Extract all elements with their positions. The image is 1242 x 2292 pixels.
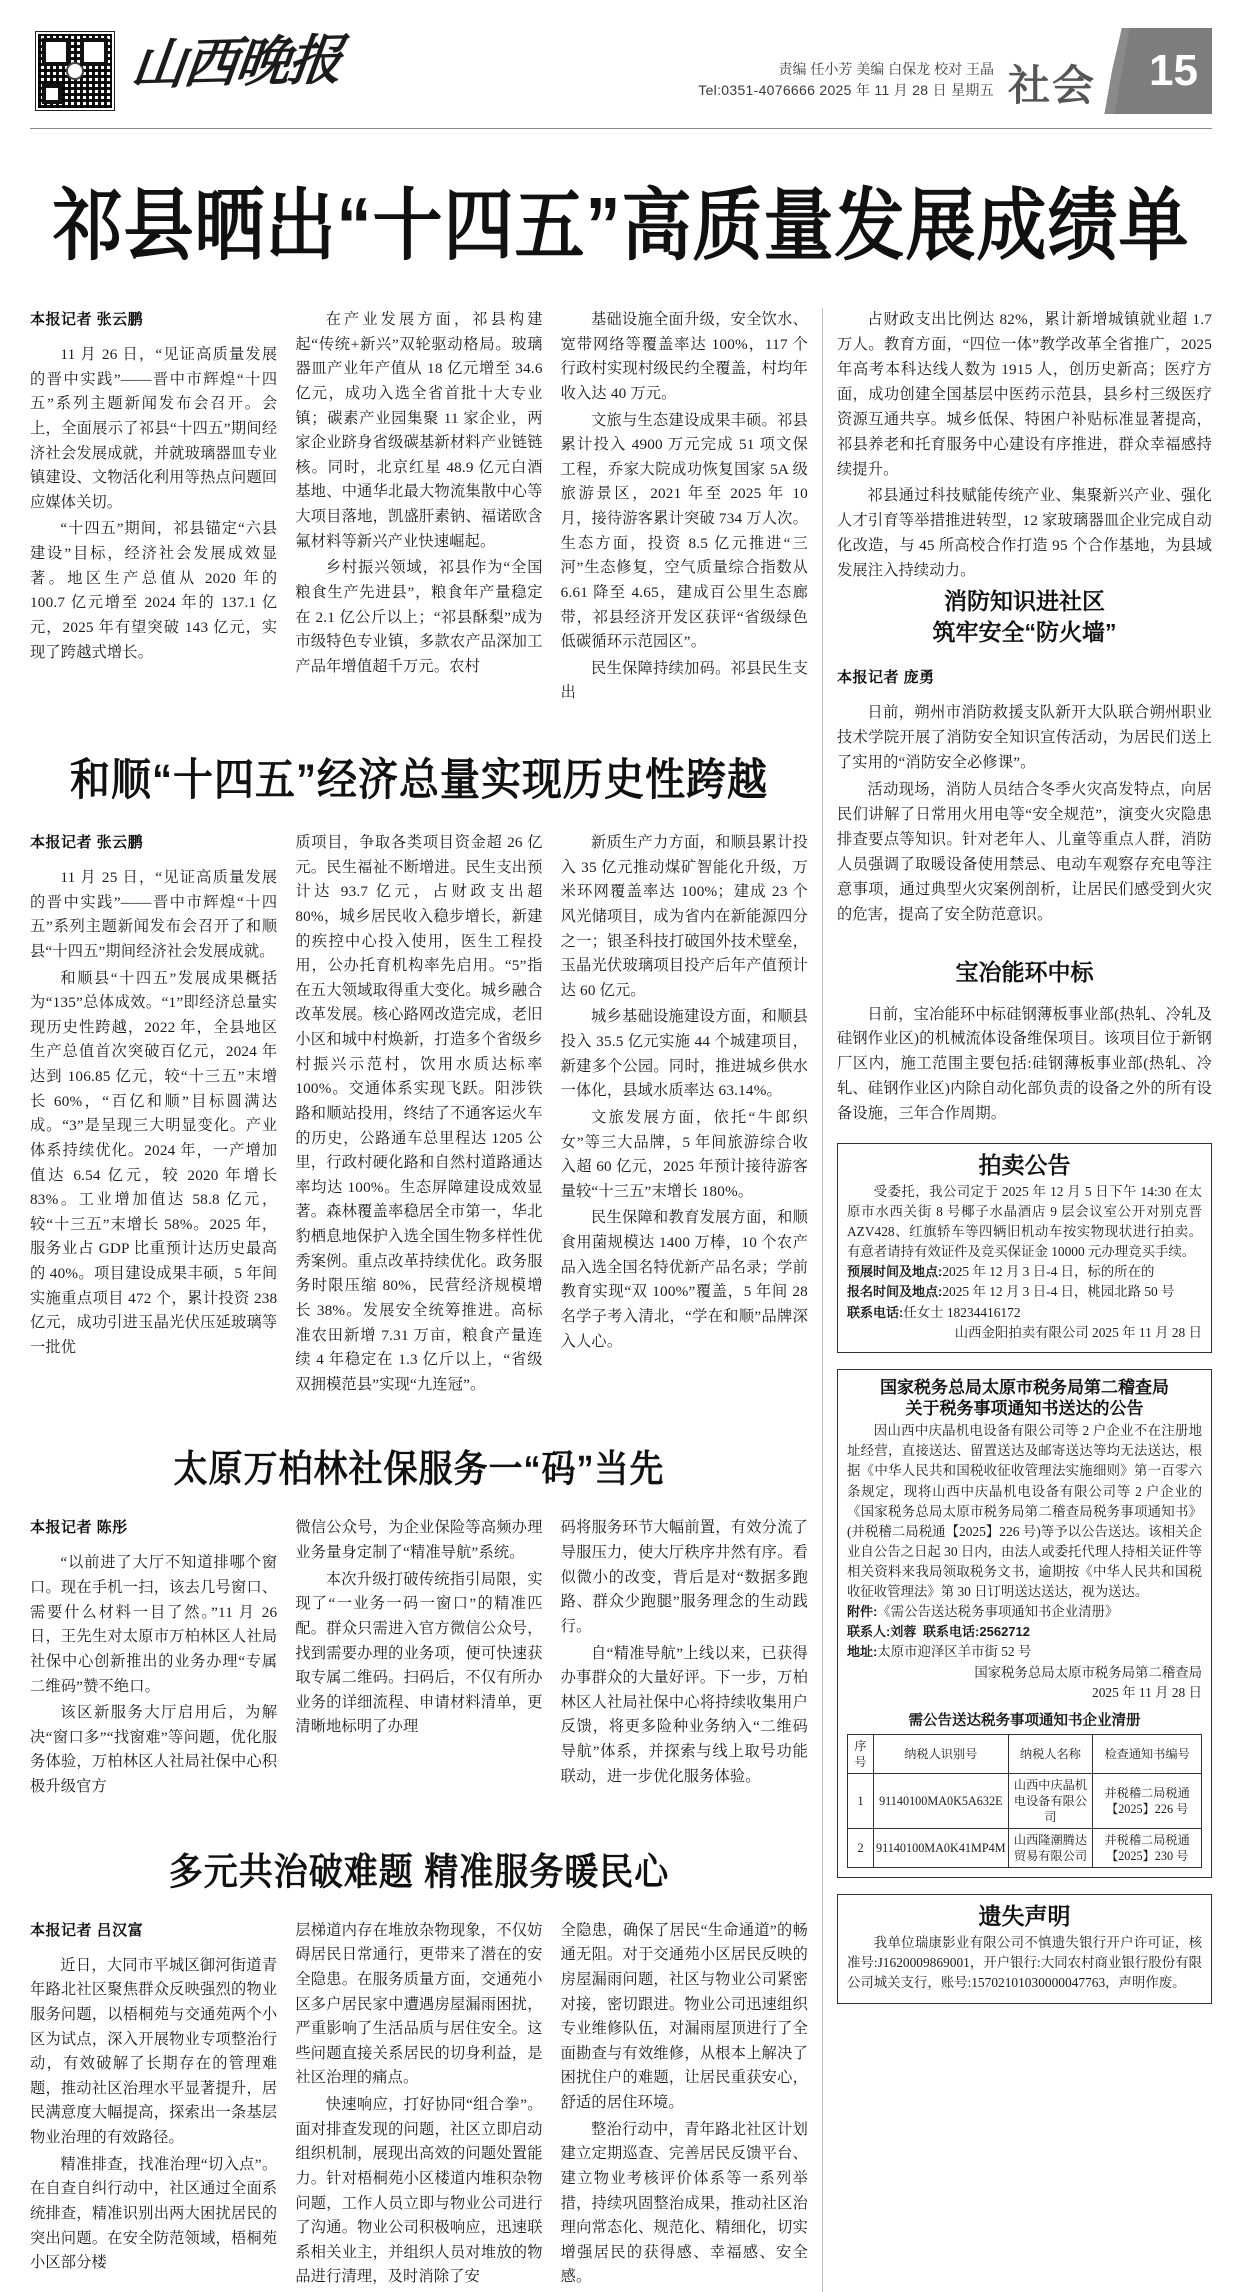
paragraph: 民生保障和教育发展方面，和顺食用菌规模达 1400 万棒，10 个农产品入选全国名特优新产品名录；学前教育实现“双 100%”覆盖，5 年间 28 名学子考入清北，“学在和顺”品牌深入人心。 — [560, 1209, 808, 1350]
th-doc: 检查通知书编号 — [1093, 1734, 1202, 1773]
tax-address-row — [847, 1642, 1202, 1662]
fire-headline-line1: 消防知识进社区 — [944, 588, 1105, 615]
auction-signature: 山西金阳拍卖有限公司 2025 年 11 月 28 日 — [954, 1324, 1202, 1340]
auction-notice-box — [837, 1143, 1212, 1353]
editors-line: 责编 任小芳 美编 白保龙 校对 王晶 — [778, 60, 994, 77]
article3-column-2 — [295, 1516, 542, 1801]
paragraph: 乡村振兴领域，祁县作为“全国粮食生产先进县”，粮食年产量稳定在 2.1 亿公斤以上；“祁县酥梨”成为市级特色专业镇，多款农产品深加工产品年增值超千万元。农村 — [295, 559, 543, 675]
tax-contact-row — [847, 1622, 1202, 1642]
auction-signup-value: 2025 年 12 月 3 日-4 日，桃园北路 50 号 — [942, 1284, 1175, 1300]
tax-signature-line1: 国家税务总局太原市税务局第二稽查局 — [974, 1664, 1202, 1680]
article3-column-1 — [30, 1516, 277, 1801]
paragraph: 基础设施全面升级，安全饮水、宽带网络等覆盖率达 100%，117 个行政村实现村级民约全覆盖，村均年收入达 40 万元。 — [560, 311, 808, 402]
paragraph: 新质生产力方面，和顺县累计投入 35 亿元推动煤矿智能化升级，万米环网覆盖率达 100%；建成 23 个风光储项目，成为省内在新能源四分之一；银圣科技打破国外技术壁垒，玉晶光伏玻璃项目投产后年产值预计达 60 亿元。 — [560, 834, 808, 999]
page-number: 15 — [1149, 46, 1198, 95]
paragraph: 微信公众号，为企业保险等高频办理业务量身定制了“精准导航”系统。 — [295, 1519, 543, 1561]
article2-column-2 — [295, 831, 542, 1399]
article2 — [30, 831, 808, 1399]
lead-column-2 — [295, 308, 542, 708]
paper-nameplate: 山西晚报 — [128, 30, 344, 96]
cell-name: 山西中庆晶机电设备有限公司 — [1008, 1773, 1093, 1828]
column-divider — [822, 308, 823, 2292]
masthead-right — [698, 28, 1212, 114]
tax-table-caption: 需公告送达税务事项通知书企业清册 — [908, 1712, 1141, 1729]
lead-column-1 — [30, 308, 277, 708]
article3-headline: 太原万柏林社保服务一“码”当先 — [173, 1448, 665, 1491]
paragraph: 全隐患，确保了居民“生命通道”的畅通无阻。对于交通苑小区居民反映的房屋漏雨问题，社区与物业公司紧密对接，密切跟进。物业公司迅速组织专业维修队伍，对漏雨屋顶进行了全面勘查与有效维修，从根本上解决了困扰住户的难题，让居民重获安心，舒适的居住环境。 — [560, 1921, 808, 2111]
lead-article — [30, 308, 808, 708]
page-title: 祁县晒出“十四五”高质量发展成绩单 — [52, 182, 1190, 270]
tax-address-value: 太原市迎泽区羊市街 52 号 — [877, 1644, 1032, 1660]
cell-taxid: 91140100MA0K41MP4M — [874, 1829, 1009, 1868]
auction-notice-body: 受委托，我公司定于 2025 年 12 月 5 日下午 14:30 在太原市水西关街 8 号椰子水晶酒店 9 层会议室公开对别克晋 AZV428、红旗轿车等四辆旧机动车按实物现状进行拍卖。有意者请持有效证件及竞买保证金 10000 元办理竞买手续。 — [847, 1183, 1202, 1260]
cell-name: 山西隆潮腾达贸易有限公司 — [1008, 1829, 1093, 1868]
auction-preview-value: 2025 年 12 月 3 日-4 日，标的所在的 — [942, 1264, 1155, 1280]
paragraph: 自“精准导航”上线以来，已获得办事群众的大量好评。下一步，万柏林区人社局社保中心将持续收集用户反馈，将更多险种业务纳入“二维码导航”体系，并探索与线上取号功能联动，进一步优化服务体验。 — [560, 1644, 808, 1785]
right-rail — [837, 308, 1212, 2292]
paragraph: 活动现场，消防人员结合冬季火灾高发特点，向居民们讲解了日常用火用电等“安全规范”，演变火灾隐患排查要点等知识。针对老年人、儿童等重点人群，消防人员强调了取暖设备使用禁忌、电动车观察存充电等注意事项，通过典型火灾案例剖析，让居民们感受到火灾的危害，提高了安全防范意识。 — [837, 781, 1212, 923]
baoye-article-headline: 宝冶能环中标 — [955, 958, 1094, 985]
table-row — [848, 1829, 1202, 1868]
auction-signup-label: 报名时间及地点: — [847, 1284, 943, 1300]
article2-column-3 — [561, 831, 808, 1399]
paragraph: 祁县通过科技赋能传统产业、集聚新兴产业、强化人才引育等举措推进转型，12 家玻璃器皿企业完成自动化改造，与 45 所高校合作打造 95 个合作基地，为县域发展注入持续动力。 — [837, 487, 1212, 580]
byline: 本报记者 陈彤 — [30, 1519, 128, 1537]
tax-attachment-label: 附件: — [847, 1604, 878, 1620]
tax-company-table — [847, 1734, 1202, 1869]
tax-notice-body: 因山西中庆晶机电设备有限公司等 2 户企业不在注册地址经营，直接送达、留置送达及邮寄送达等均无法送达，根据《中华人民共和国税收征收管理法实施细则》第一百零六条规定，现将山西中庆晶机电设备有限公司等 2 户企业的《国家税务总局太原市税务局第二稽查局税务事项通知书》(并税稽二局税通【2025】226 号)等予以公告送达。该相关企业自公告之日起 30 日内，由法人或委托代理人持相关证件等相关资料来我局领取税务文书，逾期按《中华人民共和国税收征收管理法》第 30 日订明送达送达，视为送达。 — [847, 1423, 1202, 1600]
auction-phone-value: 任女士 18234416172 — [903, 1304, 1021, 1320]
masthead-divider — [30, 128, 1212, 129]
article4-column-2 — [295, 1919, 542, 2292]
paragraph: 11 月 25 日，“见证高质量发展的晋中实践”——晋中市辉煌“十四五”系列主题新闻发布会召开了和顺县“十四五”期间经济社会发展成就。 — [30, 869, 278, 960]
byline: 本报记者 张云鹏 — [30, 834, 144, 851]
contact-date-line: Tel:0351-4076666 2025 年 11 月 28 日 星期五 — [698, 82, 994, 99]
paragraph: 精准排查，找准治理“切入点”。在自查自纠行动中，社区通过全面系统排查，精准识别出两大困扰居民的突出问题。在安全防范领域，梧桐苑小区部分楼 — [30, 2155, 278, 2272]
cell-doc: 并税稽二局税通【2025】226 号 — [1093, 1773, 1202, 1828]
table-row — [848, 1773, 1202, 1828]
byline: 本报记者 吕汉富 — [30, 1921, 144, 1939]
paragraph: 本次升级打破传统指引局限，实现了“一业务一码一窗口”的精准匹配。群众只需进入官方微信公众号，找到需要办理的业务项，便可快速获取专属二维码。扫码后，不仅有所办业务的详细流程、申请材料清单，更清晰地标明了办理 — [295, 1570, 543, 1736]
tax-notice-box — [837, 1369, 1212, 1879]
auction-preview-row — [847, 1262, 1202, 1282]
newspaper-page — [0, 28, 1242, 2286]
paragraph: 在产业发展方面，祁县构建起“传统+新兴”双轮驱动格局。玻璃器皿产业年产值从 18 亿元增至 34.6 亿元，成功入选全省首批十大专业镇；碳素产业园集聚 11 家企业，两家企业跻身省级碳基新材料产业链链核。同时，北京红星 48.9 亿元白酒基地、中通华北最大物流集散中心等大项目落地，凯盛肝素钠、福诺欧含氟材料等新兴产业快速崛起。 — [295, 311, 543, 550]
paragraph: 城乡基础设施建设方面，和顺县投入 35.5 亿元实施 44 个城建项目，新建多个公园。同时，推进城乡供水一体化，县域水质率达 63.14%。 — [560, 1008, 808, 1100]
auction-signup-row — [847, 1282, 1202, 1302]
auction-phone-row — [847, 1303, 1202, 1323]
article2-headline: 和顺“十四五”经济总量实现历史性跨越 — [70, 756, 768, 805]
article3 — [30, 1516, 808, 1801]
tax-address-label: 地址: — [847, 1644, 878, 1660]
th-name: 纳税人名称 — [1008, 1734, 1093, 1773]
tax-signature-line2: 2025 年 11 月 28 日 — [1092, 1684, 1202, 1700]
th-index: 序号 — [848, 1734, 874, 1773]
paragraph: 近日，大同市平城区御河街道青年路北社区聚焦群众反映强烈的物业服务问题，以梧桐苑与交通苑两个小区为试点，深入开展物业专项整治行动，有效破解了长期存在的管理难题，推动社区治理水平显著提升，居民满意度大幅提高，探索出一条基层物业治理的有效路径。 — [30, 1956, 278, 2146]
auction-notice-title: 拍卖公告 — [978, 1152, 1071, 1179]
paragraph: 质项目，争取各类项目资金超 26 亿元。民生福祉不断增进。民生支出预计达 93.7 亿元，占财政支出超 80%，城乡居民收入稳步增长，新建的疾控中心投入使用，医生工程投用，公办托育机构率先启用。“5”指在五大领域取得重大变化。城乡融合改革发展。核心路网改造完成，老旧小区和城中村焕新，打造多个省级乡村振兴示范村，饮用水质达标率 100%。交通体系实现飞跃。阳涉铁路和顺站投用，终结了不通客运火车的历史，公路通车总里程达 1205 公里，行政村硬化路和自然村道路通达率均达 100%。生态屏障建设成效显著。森林覆盖率稳居全市第一，华北豹栖息地保护入选全国生物多样性优秀案例。重点改革持续优化。政务服务时限压缩 80%，民营经济规模增长 38%。发展安全统筹推进。高标准农田新增 7.31 万亩，粮食产量连续 4 年稳定在 1.3 亿斤以上，“省级双拥模范县”实现“九连冠”。 — [295, 834, 543, 1393]
tax-title-line2: 关于税务事项通知书送达的公告 — [905, 1399, 1144, 1419]
paragraph: 和顺县“十四五”发展成果概括为“135”总体成效。“1”即经济总量实现历史性跨越，2022 年，全县地区生产总值首次突破百亿元，2024 年达到 106.85 亿元，较“十三五”末增长 60%，“百亿和顺”目标圆满达成。“3”是呈现三大明显变化。产业体系持续优化。2024 年，一产增加值达 6.54 亿元，较 2020 年增长 83%。工业增加值达 58.8 亿元，较“十三五”末增长 58%。2025 年，服务业占 GDP 比重预计达历史最高的 40%。项目建设成果丰硕，5 年间实施重点项目 472 个，累计投资 238 亿元，成功引进玉晶光伏压延玻璃等一批优 — [30, 969, 278, 1356]
section-name: 社会 — [1007, 64, 1096, 110]
paragraph: 11 月 26 日，“见证高质量发展的晋中实践”——晋中市辉煌“十四五”系列主题新闻发布会召开。会上，全面展示了祁县“十四五”期间经济社会发展成就，并就玻璃器皿专业镇建设、文物活化利用等热点问题回应媒体关切。 — [30, 346, 278, 511]
paragraph: 层梯道内存在堆放杂物现象，不仅妨碍居民日常通行，更带来了潜在的安全隐患。在服务质量方面，交通苑小区多户居民家中遭遇房屋漏雨困扰，严重影响了生活品质与居住安全。这些问题直接关系居民的切身利益，是社区治理的痛点。 — [295, 1921, 543, 2087]
masthead-meta — [698, 59, 1004, 114]
paragraph: 文旅发展方面，依托“牛郎织女”等三大品牌，5 年间旅游综合收入超 60 亿元，2025 年预计接待游客量较“十三五”末增长 180%。 — [560, 1108, 808, 1200]
lead-column-3 — [561, 308, 808, 708]
article4-column-3 — [561, 1919, 808, 2292]
th-taxid: 纳税人识别号 — [874, 1734, 1009, 1773]
tax-title-line1: 国家税务总局太原市税务局第二稽查局 — [880, 1377, 1169, 1397]
paragraph: “十四五”期间，祁县锚定“六县建设”目标，经济社会发展成效显著。地区生产总值从 2020 年的 100.7 亿元增至 2024 年的 137.1 亿元，2025 年有望突破 143 亿元，实现了跨越式增长。 — [30, 520, 278, 661]
lost-notice-body: 我单位瑞康影业有限公司不慎遗失银行开户许可证，核准号:J1620009869001，开户银行:大同农村商业银行股份有限公司城关支行，账号:15702101030000047763，声明作废。 — [847, 1935, 1202, 1991]
byline: 本报记者 张云鹏 — [30, 311, 144, 328]
page-number-badge — [1102, 28, 1212, 114]
paragraph: 占财政支出比例达 82%，累计新增城镇就业超 1.7 万人。教育方面，“四位一体”教学改革全省推广，2025 年高考本科达线人数为 1915 人，创历史新高；医疗方面，成功创建全国基层中医药示范县，县乡村三级医疗资源互通共享。城乡低保、特困户补贴标准显著提高，祁县养老和托育服务中心建设有序推进，群众幸福感持续提升。 — [837, 311, 1212, 478]
cell-doc: 并税稽二局税通【2025】230 号 — [1093, 1829, 1202, 1868]
paragraph: 日前，宝冶能环中标硅钢薄板事业部(热轧、冷轧及硅钢作业区)的机械流体设备维保项目。该项目位于新钢厂区内，施工范围主要包括:硅钢薄板事业部(热轧、冷轧、硅钢作业区)内除自动化部负责的设备之外的所有设备设施，三年合作周期。 — [837, 1005, 1212, 1123]
auction-phone-label: 联系电话: — [847, 1304, 904, 1320]
article3-column-3 — [561, 1516, 808, 1801]
cell-index: 1 — [848, 1773, 874, 1828]
page-body — [0, 308, 1242, 2292]
paragraph: 民生保障持续加码。祁县民生支出 — [560, 659, 808, 702]
tax-attachment-value: 《需公告送达税务事项通知书企业清册》 — [877, 1604, 1119, 1620]
masthead — [30, 28, 1212, 124]
tax-contact-label: 联系人:刘蓉 — [847, 1624, 917, 1640]
article2-column-1 — [30, 831, 277, 1399]
fire-article-headline — [837, 586, 1212, 648]
fire-headline-line2: 筑牢安全“防火墙” — [932, 619, 1117, 646]
main-content-zone — [30, 308, 808, 2292]
paragraph: 日前，朔州市消防救援支队新开大队联合朔州职业技术学院开展了消防安全知识宣传活动，为居民们送上了实用的“消防安全必修课”。 — [837, 704, 1212, 772]
auction-preview-label: 预展时间及地点: — [847, 1264, 943, 1280]
lost-notice-box — [837, 1894, 1212, 2003]
paragraph: 整治行动中，青年路北社区计划建立定期巡查、完善居民反馈平台、建立物业考核评价体系等一系列举措，持续巩固整治成果，推动社区治理向常态化、规范化、精细化，切实增强居民的获得感、幸福感、安全感。 — [560, 2120, 808, 2286]
qr-code-icon[interactable] — [36, 32, 114, 110]
article4-headline: 多元共治破难题 精准服务暖民心 — [168, 1851, 670, 1893]
paragraph: 快速响应，打好协同“组合拳”。面对排查发现的问题，社区立即启动组织机制，展现出高效的问题处置能力。针对梧桐苑小区楼道内堆积杂物问题，工作人员立即与物业公司进行了沟通。物业公司积极响应，迅速联系相关业主，并组织人员对堆放的物品进行清理，及时消除了安 — [295, 2096, 543, 2286]
paragraph: 文旅与生态建设成果丰硕。祁县累计投入 4900 万元完成 51 项文保工程，乔家大院成功恢复国家 5A 级旅游景区，2021 年至 2025 年 10 月，接待游客累计突破 734 万人次。生态方面，投资 8.5 亿元推进“三河”生态修复，空气质量综合指数从 6.61 降至 4.65，建成百公里生态廊带，祁县经济开发区获评“省级绿色低碳循环示范园区”。 — [560, 411, 808, 651]
paragraph: 该区新服务大厅启用后，为解决“窗口多”“找窗难”等问题，优化服务体验，万柏林区人社局社保中心积极升级官方 — [30, 1704, 278, 1795]
cell-taxid: 91140100MA0K5A632E — [874, 1773, 1009, 1828]
lost-notice-title: 遗失声明 — [978, 1903, 1071, 1930]
tax-attachment-row — [847, 1602, 1202, 1622]
paragraph: 码将服务环节大幅前置，有效分流了导服压力，使大厅秩序井然有序。看似微小的改变，背后是对“数据多跑路、群众少跑腿”服务理念的生动践行。 — [560, 1519, 808, 1635]
article4-column-1 — [30, 1919, 277, 2292]
tax-contact-phone: 联系电话:2562712 — [923, 1624, 1030, 1640]
cell-index: 2 — [848, 1829, 874, 1868]
byline: 本报记者 庞勇 — [837, 669, 935, 687]
tax-notice-title — [847, 1377, 1202, 1420]
article4 — [30, 1919, 808, 2292]
paragraph: “以前进了大厅不知道排哪个窗口。现在手机一扫，该去几号窗口、需要什么材料一目了然。”11 月 26 日，王先生对太原市万柏林区人社局社保中心创新推出的业务办理“专属二维码”赞不绝口。 — [30, 1554, 278, 1695]
